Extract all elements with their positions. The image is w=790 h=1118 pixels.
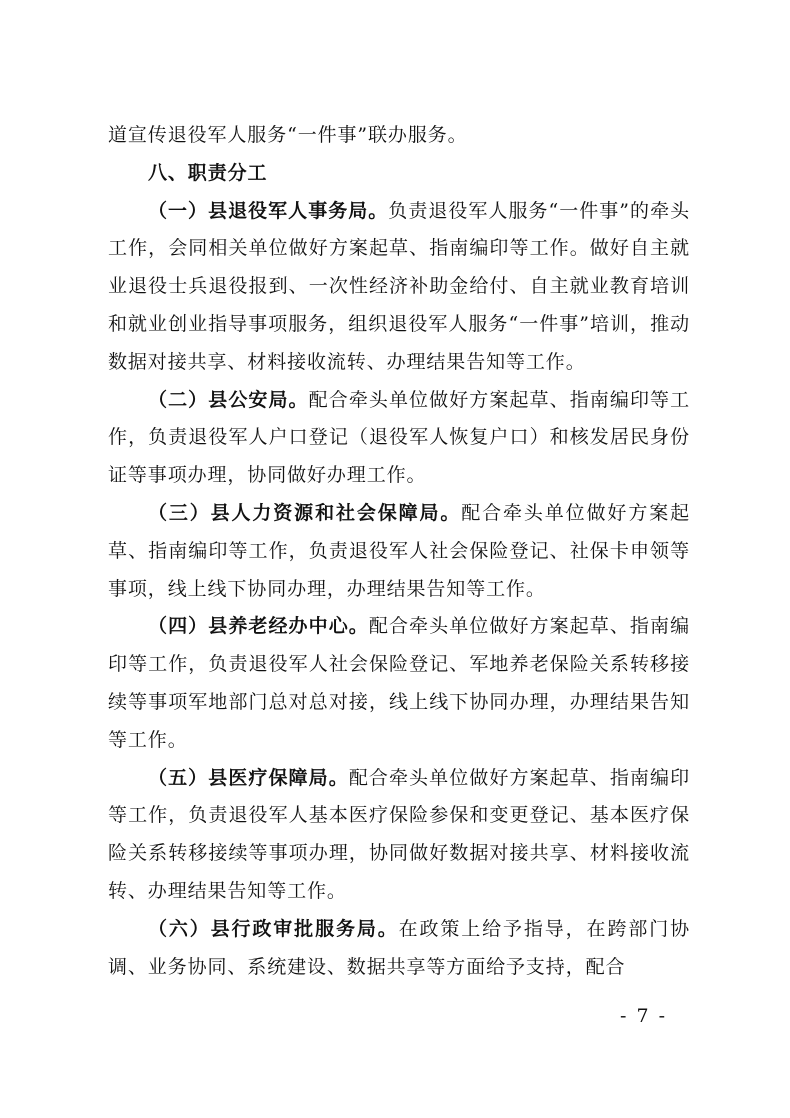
paragraph-text: 在政策上给予指导，在跨部门协调、业务协同、系统建设、数据共享等方面给予支持，配合: [108, 917, 690, 978]
page-number: - 7 -: [620, 1005, 668, 1027]
paragraph-text: 配合牵头单位做好方案起草、指南编印等工作，负责退役军人社会保险登记、社保卡申领等事项，线上线下协同办理，办理结果告知等工作。: [108, 501, 690, 600]
paragraph-lead: （三）县人力资源和社会保障局。: [148, 501, 462, 524]
document-body: [108, 117, 690, 986]
paragraph-text: 配合牵头单位做好方案起草、指南编印等工作，负责退役军人基本医疗保险参保和变更登记、基本医疗保险关系转移接续等事项办理，协同做好数据对接共享、材料接收流转、办理结果告知等工作。: [108, 766, 690, 902]
paragraph-text: 配合牵头单位做好方案起草、指南编印等工作，负责退役军人社会保险登记、军地养老保险关系转移接续等事项军地部门总对总对接，线上线下协同办理，办理结果告知等工作。: [108, 615, 690, 751]
paragraph-pension-center: [108, 608, 690, 759]
paragraph-text: 配合牵头单位做好方案起草、指南编印等工作，负责退役军人户口登记（退役军人恢复户口）和核发居民身份证等事项办理，协同做好办理工作。: [108, 388, 691, 487]
paragraph-lead: （一）县退役军人事务局。: [148, 199, 389, 222]
paragraph-veterans-affairs: [108, 193, 690, 382]
paragraph-administrative-approval: [108, 911, 690, 987]
paragraph-lead: （五）县医疗保障局。: [148, 766, 349, 789]
paragraph-lead: （六）县行政审批服务局。: [148, 917, 399, 940]
paragraph-lead: （二）县公安局。: [148, 388, 309, 411]
paragraph-text: 负责退役军人服务“一件事”的牵头工作，会同相关单位做好方案起草、指南编印等工作。做好自主就业退役士兵退役报到、一次性经济补助金给付、自主就业教育培训和就业创业指导事项服务，组织退役军人服务“一件事”培训，推动数据对接共享、材料接收流转、办理结果告知等工作。: [108, 199, 690, 373]
paragraph-text: 道宣传退役军人服务“一件事”联办服务。: [108, 124, 468, 146]
section-heading: [108, 155, 690, 193]
paragraph-human-resources: [108, 495, 690, 608]
paragraph-public-security: [108, 382, 690, 495]
paragraph-lead: （四）县养老经办中心。: [148, 615, 369, 638]
paragraph-medical-security: [108, 760, 690, 911]
paragraph-continuation: [108, 117, 690, 155]
section-heading-text: 八、职责分工: [148, 161, 268, 184]
